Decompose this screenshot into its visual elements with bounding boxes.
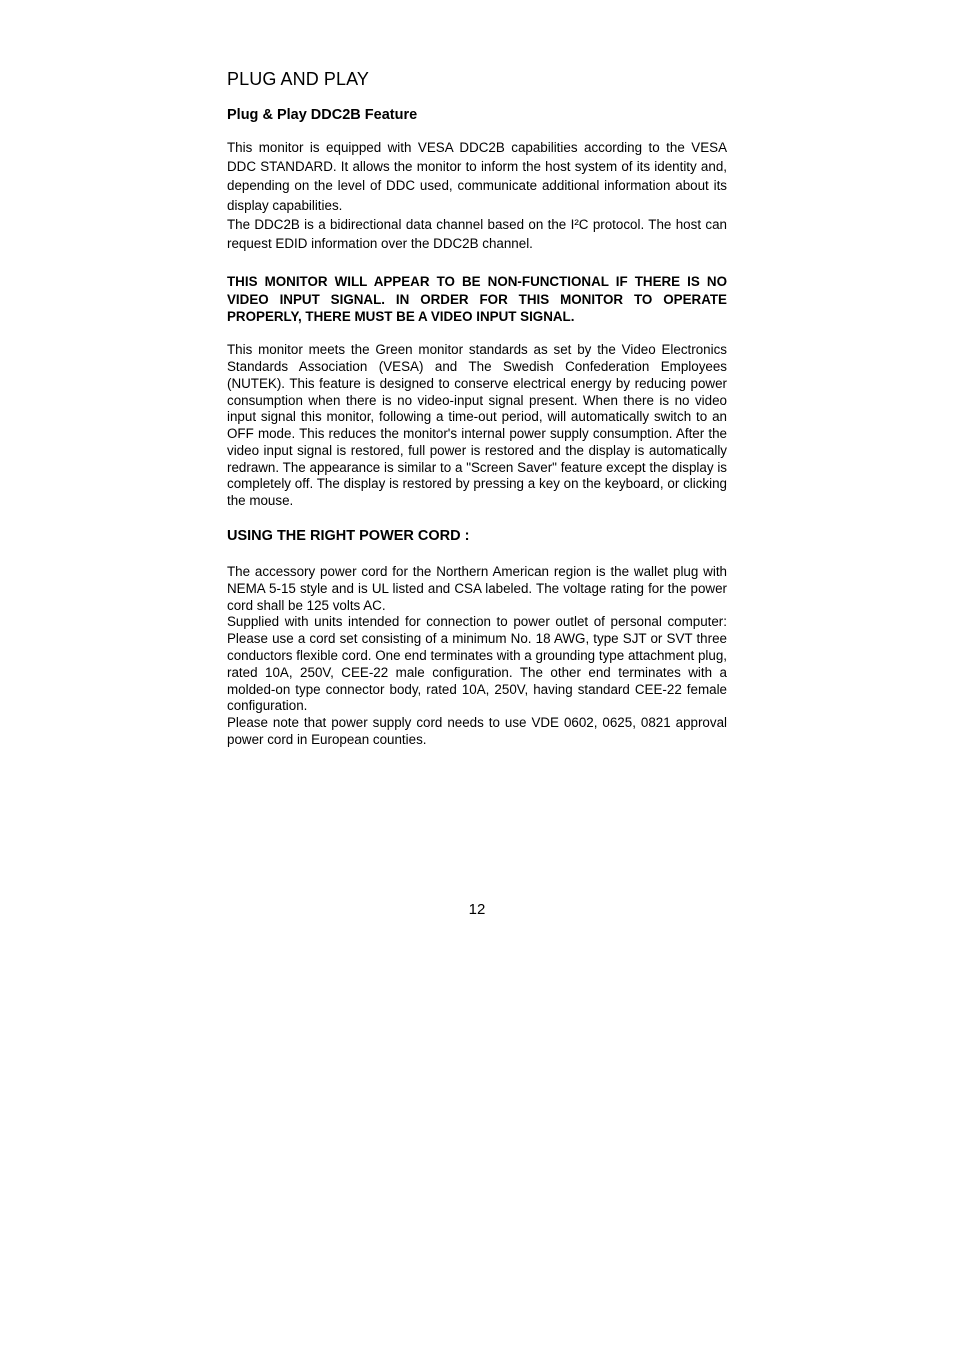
cord-paragraph-1: The accessory power cord for the Northern American region is the wallet plug with NEMA 5-15 style and is UL listed and CSA labeled. The voltage rating for the power cord shall be 125 volts AC. [227, 564, 727, 613]
cord-paragraph-2: Supplied with units intended for connection to power outlet of personal computer: Please use a cord set consisting of a minimum No. 18 AWG, type SJT or SVT three conductors flexible cord. One end terminates with a grounding type attachment plug, rated 10A, 250V, CEE-22 male configuration. The other end terminates with a molded-on type connector body, rated 10A, 250V, having standard CEE-22 female configuration. [227, 614, 727, 714]
warning-notice: THIS MONITOR WILL APPEAR TO BE NON-FUNCTIONAL IF THERE IS NO VIDEO INPUT SIGNAL. IN ORDER FOR THIS MONITOR TO OPERATE PROPERLY, THERE MUST BE A VIDEO INPUT SIGNAL. [227, 274, 727, 324]
document-page [227, 66, 727, 749]
ddc-paragraph-2: The DDC2B is a bidirectional data channel based on the I²C protocol. The host can request EDID information over the DDC2B channel. [227, 216, 727, 252]
feature-heading: Plug & Play DDC2B Feature [227, 107, 418, 123]
section-title: PLUG AND PLAY [227, 69, 370, 89]
ddc-paragraph-1: This monitor is equipped with VESA DDC2B capabilities according to the VESA DDC STANDARD. It allows the monitor to inform the host system of its identity and, depending on the level of DDC used, communicate additional information about its display capabilities. [227, 140, 727, 213]
spacer [227, 325, 727, 342]
spacer [227, 546, 727, 564]
cord-paragraph-3: Please note that power supply cord needs to use VDE 0602, 0625, 0821 approval power cord in European counties. [227, 715, 727, 748]
power-cord-heading: USING THE RIGHT POWER CORD : [227, 528, 470, 545]
page-number: 12 [468, 901, 486, 918]
spacer [227, 510, 727, 526]
spacer [227, 253, 727, 273]
green-monitor-paragraph: This monitor meets the Green monitor standards as set by the Video Electronics Standards Association (VESA) and The Swedish Confederation Employees (NUTEK). This feature is designed to conserve electrical energy by reducing power consumption when there is no video-input signal present. When there is no video input signal this monitor, following a time-out period, will automatically switch to an OFF mode. This reduces the monitor's internal power supply consumption. After the video input signal is restored, full power is restored and the display is automatically redrawn. The appearance is similar to a "Screen Saver" feature except the display is completely off. The display is restored by pressing a key on the keyboard, or clicking the mouse. [227, 342, 727, 509]
